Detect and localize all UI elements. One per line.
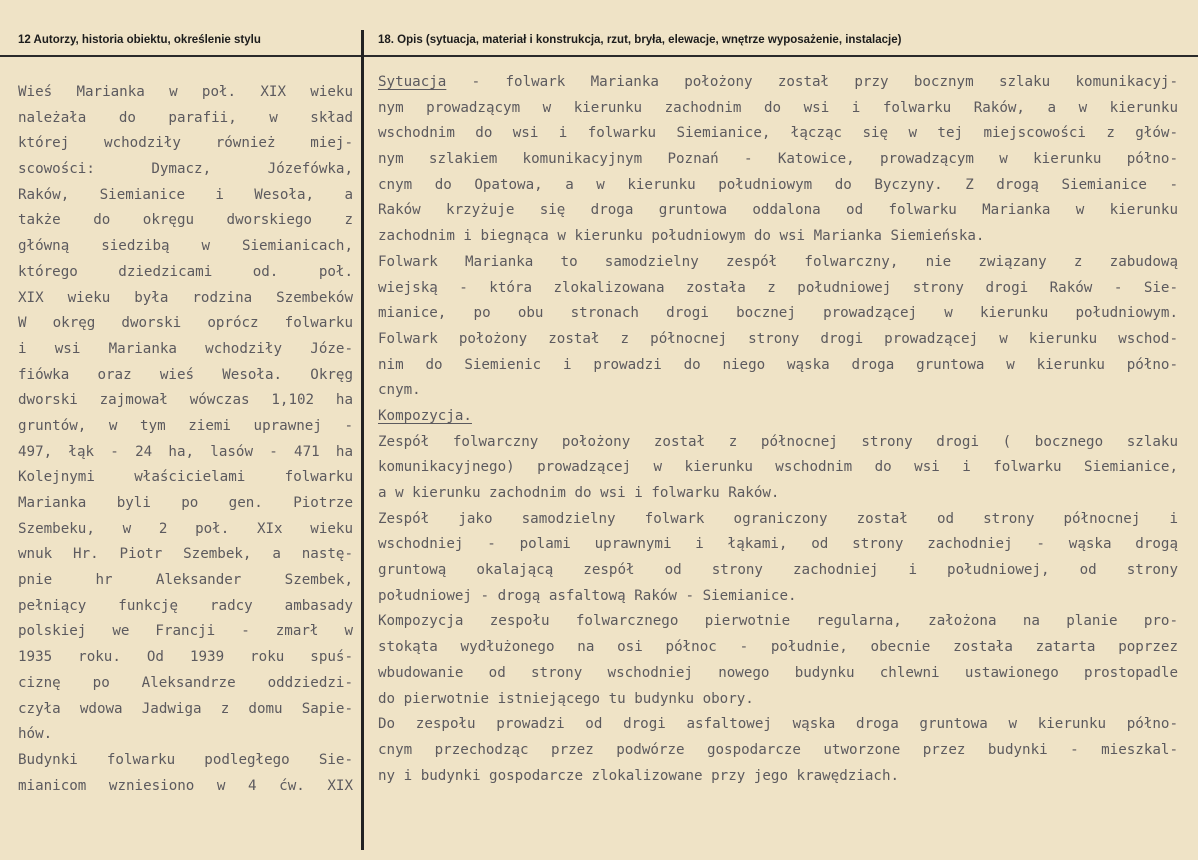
description-line xyxy=(378,609,1178,635)
description-line xyxy=(378,687,1178,713)
history-line: Budynki folwarku podległego Sie- xyxy=(18,751,353,768)
description-column xyxy=(378,70,1178,789)
description-line xyxy=(378,455,1178,481)
column-divider xyxy=(361,30,364,850)
line-text: a w kierunku zachodnim do wsi i folwarku Raków. xyxy=(378,485,780,501)
history-line: czyła wdowa Jadwiga z domu Sapie- xyxy=(18,700,353,717)
description-line xyxy=(378,584,1178,610)
description-line xyxy=(378,764,1178,790)
line-text: komunikacyjnego) prowadzącej w kierunku wschodnim do wsi i folwarku Siemianice, xyxy=(378,459,1178,476)
history-line: fiówka oraz wieś Wesoła. Okręg xyxy=(18,366,353,383)
line-text: cnym. xyxy=(378,382,421,399)
description-line xyxy=(378,481,1178,507)
description-line xyxy=(378,712,1178,738)
section-heading: Kompozycja. xyxy=(378,407,472,424)
history-line: której wchodziły również miej- xyxy=(18,135,353,152)
history-line: pełniący funkcję radcy ambasady xyxy=(18,597,353,614)
history-line: Marianka byli po gen. Piotrze xyxy=(18,495,353,511)
description-line xyxy=(378,327,1178,353)
history-line: ciznę po Aleksandrze oddziedzi- xyxy=(18,674,353,691)
line-text: wbudowanie od strony wschodniej nowego budynku chlewni ustawionego prostopadle xyxy=(378,664,1178,681)
history-line: 1935 roku. Od 1939 roku spuś- xyxy=(18,649,353,666)
description-line xyxy=(378,250,1178,276)
description-line xyxy=(378,353,1178,379)
description-line xyxy=(378,378,1178,404)
description-line xyxy=(378,301,1178,327)
history-line: także do okręgu dworskiego z xyxy=(18,212,353,229)
description-line xyxy=(378,96,1178,122)
description-line xyxy=(378,121,1178,147)
line-text: Raków krzyżuje się droga gruntowa oddalona od folwarku Marianka w kierunku xyxy=(378,202,1178,219)
line-text: gruntową okalającą zespół od strony zachodniej i południowej, od strony xyxy=(378,562,1178,579)
history-line: należała do parafii, w skład xyxy=(18,109,353,126)
description-line xyxy=(378,430,1178,456)
line-text: Zespół jako samodzielny folwark ograniczony został od strony północnej i xyxy=(378,510,1178,527)
history-line: i wsi Marianka wchodziły Józe- xyxy=(18,340,353,357)
line-text: Kompozycja zespołu folwarcznego pierwotnie regularna, założona na planie pro- xyxy=(378,613,1178,630)
history-line: Szembeku, w 2 poł. XIx wieku xyxy=(18,520,353,537)
history-line: pnie hr Aleksander Szembek, xyxy=(18,572,353,589)
history-line: główną siedzibą w Siemianicach, xyxy=(18,238,353,255)
line-text: nym szlakiem komunikacyjnym Poznań - Katowice, prowadzącym w kierunku półno- xyxy=(378,151,1178,168)
line-text: wiejską - która zlokalizowana została z południowej strony drogi Raków - Sie- xyxy=(378,279,1178,296)
description-line xyxy=(378,198,1178,224)
description-line xyxy=(378,558,1178,584)
line-text: Zespół folwarczny położony został z północnej strony drogi ( bocznego szlaku xyxy=(378,433,1178,450)
description-line xyxy=(378,173,1178,199)
line-text: zachodnim i biegnąca w kierunku południowym do wsi Marianka Siemieńska. xyxy=(378,228,985,245)
line-text: cnym do Opatowa, a w kierunku południowym do Byczyny. Z drogą Siemianice - xyxy=(378,176,1178,193)
description-line xyxy=(378,507,1178,533)
description-line xyxy=(378,661,1178,687)
line-text: do pierwotnie istniejącego tu budynku obory. xyxy=(378,690,754,707)
line-text: stokąta wydłużonego na osi północ - południe, obecnie została zatarta poprzez xyxy=(378,639,1178,656)
history-line: Raków, Siemianice i Wesoła, a xyxy=(18,186,353,203)
header-divider xyxy=(0,55,1198,57)
line-text: cnym przechodząc przez podwórze gospodarcze utworzone przez budynki - mieszkal- xyxy=(378,741,1178,758)
line-text: mianice, po obu stronach drogi bocznej prowadzącej w kierunku południowym. xyxy=(378,305,1178,322)
history-line: dworski zajmował wówczas 1,102 ha xyxy=(18,392,353,409)
description-line xyxy=(378,738,1178,764)
history-line: wnuk Hr. Piotr Szembek, a nastę- xyxy=(18,546,353,563)
line-text: - folwark Marianka położony został przy bocznym szlaku komunikacyj- xyxy=(446,74,1178,90)
section-heading: Sytuacja xyxy=(378,74,447,90)
history-line: Wieś Marianka w poł. XIX wieku xyxy=(18,84,353,100)
left-section-header: 12 Autorzy, historia obiektu, określenie stylu xyxy=(18,34,261,46)
description-line xyxy=(378,224,1178,250)
description-line xyxy=(378,147,1178,173)
description-line xyxy=(378,635,1178,661)
description-line xyxy=(378,532,1178,558)
line-text: południowej - drogą asfaltową Raków - Siemianice. xyxy=(378,587,797,604)
history-line: gruntów, w tym ziemi uprawnej - xyxy=(18,417,353,434)
history-line: XIX wieku była rodzina Szembeków xyxy=(18,289,353,306)
history-line: którego dziedzicami od. poł. xyxy=(18,263,353,280)
history-line: polskiej we Francji - zmarł w xyxy=(18,623,353,640)
history-line: W okręg dworski oprócz folwarku xyxy=(18,315,353,332)
line-text: nym prowadzącym w kierunku zachodnim do wsi i folwarku Raków, a w kierunku xyxy=(378,99,1178,116)
line-text: Folwark Marianka to samodzielny zespół folwarczny, nie związany z zabudową xyxy=(378,253,1178,270)
description-line xyxy=(378,70,1178,96)
line-text: wschodniej - polami uprawnymi i łąkami, od strony zachodniej - wąska drogą xyxy=(378,536,1178,553)
line-text: ny i budynki gospodarcze zlokalizowane przy jego krawędziach. xyxy=(378,767,900,784)
line-text: nim do Siemienic i prowadzi do niego wąska droga gruntowa w kierunku półno- xyxy=(378,356,1178,373)
history-line: mianicom wzniesiono w 4 ćw. XIX xyxy=(18,777,353,794)
description-line xyxy=(378,276,1178,302)
history-line: 497, łąk - 24 ha, lasów - 471 ha xyxy=(18,443,353,460)
right-section-header: 18. Opis (sytuacja, materiał i konstrukcja, rzut, bryła, elewacje, wnętrze wyposażenie, instalacje) xyxy=(378,34,902,46)
history-line: scowości: Dymacz, Józefówka, xyxy=(18,161,353,178)
line-text: Do zespołu prowadzi od drogi asfaltowej wąska droga gruntowa w kierunku półno- xyxy=(378,716,1178,733)
history-line: hów. xyxy=(18,726,53,743)
history-column xyxy=(18,80,353,799)
history-line: Kolejnymi właścicielami folwarku xyxy=(18,469,353,486)
line-text: wschodnim do wsi i folwarku Siemianice, łącząc się w tej miejscowości z głów- xyxy=(378,125,1178,142)
line-text: Folwark położony został z północnej strony drogi prowadzącej w kierunku wschod- xyxy=(378,330,1178,347)
description-line xyxy=(378,404,1178,430)
